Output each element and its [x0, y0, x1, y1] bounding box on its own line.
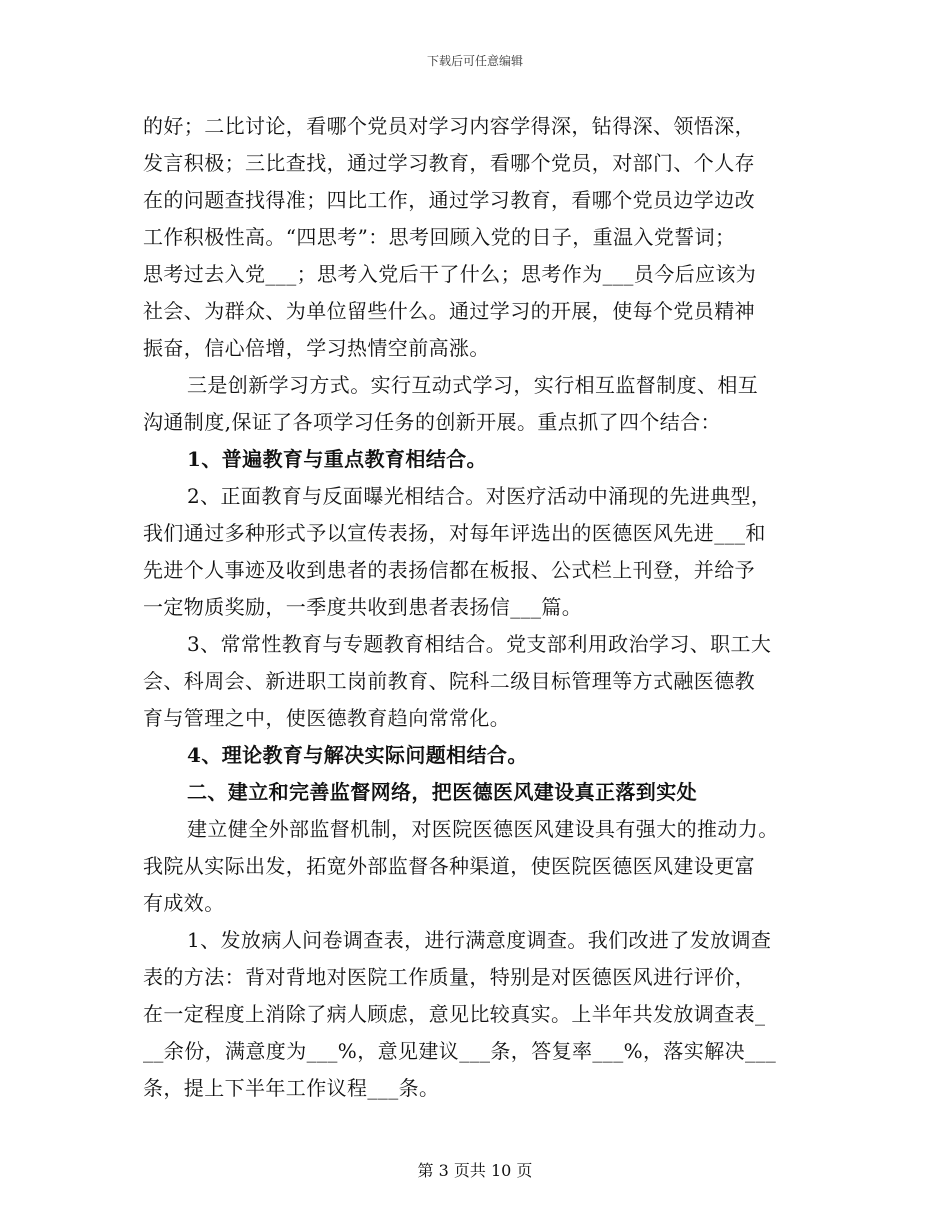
text-line: 条，提上下半年工作议程___条。 — [143, 1076, 440, 1100]
text-line: 工作积极性高。“四思考”：思考回顾入党的日子，重温入党誓词； — [143, 225, 736, 249]
subheading: 4、理论教育与解决实际问题相结合。 — [187, 743, 528, 767]
text-line: 育与管理之中，使医德教育趋向常常化。 — [143, 706, 511, 730]
text-line: 会、科周会、新进职工岗前教育、院科二级目标管理等方式融医德教 — [143, 669, 755, 693]
text-line: 在一定程度上消除了病人顾虑，意见比较真实。上半年共发放调查表_ — [143, 1002, 766, 1026]
text-line: __余份，满意度为___%，意见建议___条，答复率___%，落实解决___ — [143, 1039, 777, 1063]
text-line: 2、正面教育与反面曝光相结合。对医疗活动中涌现的先进典型， — [187, 484, 772, 508]
text-line: 社会、为群众、为单位留些什么。通过学习的开展，使每个党员精神 — [143, 299, 755, 323]
text-line: 发言积极；三比查找，通过学习教育，看哪个党员，对部门、个人存 — [143, 151, 755, 175]
text-line: 先进个人事迹及收到患者的表扬信都在板报、公式栏上刊登，并给予 — [143, 558, 755, 582]
text-line: 的好；二比讨论，看哪个党员对学习内容学得深，钻得深、领悟深， — [143, 114, 755, 138]
text-line: 一定物质奖励，一季度共收到患者表扬信___篇。 — [143, 595, 583, 619]
text-line: 思考过去入党___；思考入党后干了什么；思考作为___员今后应该为 — [143, 262, 757, 286]
text-line: 在的问题查找得准；四比工作，通过学习教育，看哪个党员边学边改 — [143, 188, 755, 212]
subheading: 1、普遍教育与重点教育相结合。 — [187, 447, 487, 471]
text-line: 3、常常性教育与专题教育相结合。党支部利用政治学习、职工大 — [187, 632, 772, 656]
text-line: 建立健全外部监督机制，对医院医德医风建设具有强大的推动力。 — [187, 817, 779, 841]
text-line: 表的方法：背对背地对医院工作质量，特别是对医德医风进行评价， — [143, 965, 755, 989]
page-header: 下载后可任意编辑 — [426, 54, 523, 68]
text-line: 我院从实际出发，拓宽外部监督各种渠道，使医院医德医风建设更富 — [143, 854, 755, 878]
text-line: 沟通制度,保证了各项学习任务的创新开展。重点抓了四个结合： — [143, 410, 721, 434]
text-line: 三是创新学习方式。实行互动式学习，实行相互监督制度、相互 — [187, 373, 759, 397]
document-body — [143, 108, 807, 1107]
page-footer: 第 3 页共 10 页 — [417, 1161, 533, 1180]
text-line: 振奋，信心倍增，学习热情空前高涨。 — [143, 336, 490, 360]
text-line: 我们通过多种形式予以宣传表扬，对每年评选出的医德医风先进___和 — [143, 521, 766, 545]
text-line: 1、发放病人问卷调查表，进行满意度调查。我们改进了发放调查 — [187, 928, 772, 952]
text-line: 有成效。 — [143, 891, 225, 915]
section-heading: 二、建立和完善监督网络，把医德医风建设真正落到实处 — [187, 780, 697, 804]
